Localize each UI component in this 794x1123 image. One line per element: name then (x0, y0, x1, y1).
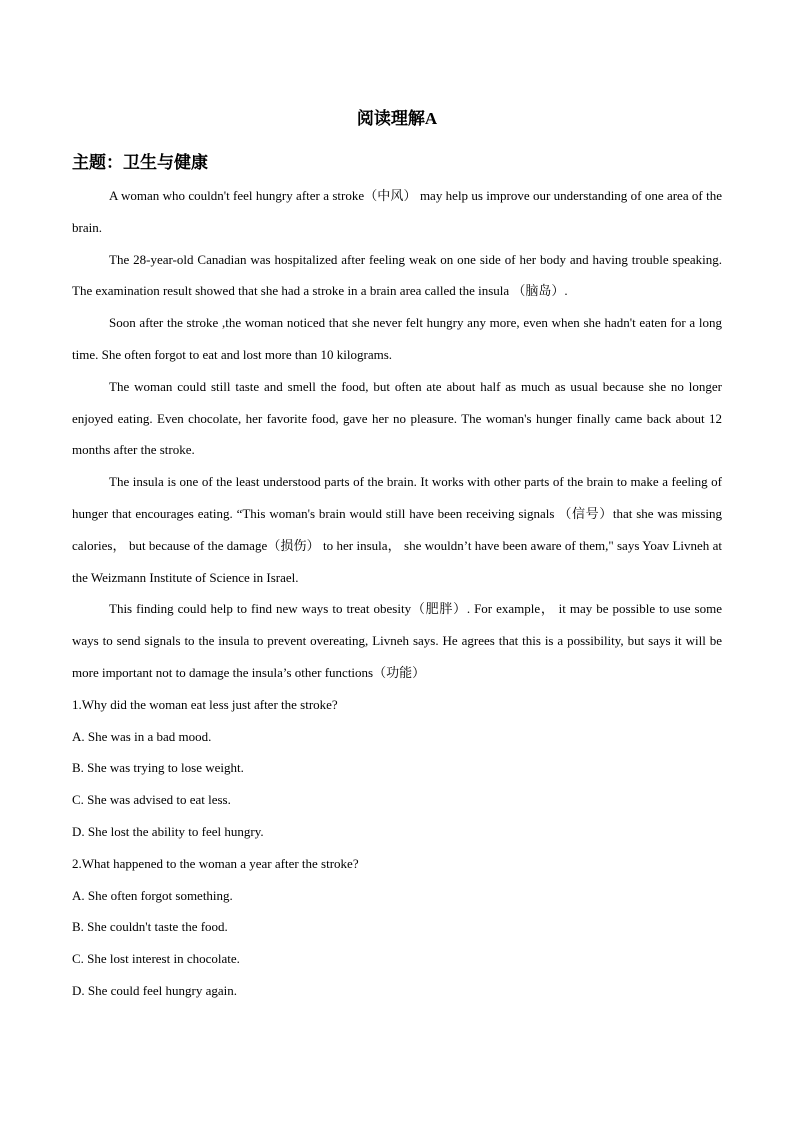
paragraph-5: The insula is one of the least understood parts of the brain. It works with other parts of the brain to make a feeling of hunger that encourages eating. “This woman's brain would still have been receiving signals （信号）that she was missing calories， but because of the damage（损伤） to her insula， she wouldn’t have been aware of them," says Yoav Livneh at the Weizmann Institute of Science in Israel. (72, 474, 722, 585)
question-1-stem: 1.Why did the woman eat less just after the stroke? (72, 696, 338, 712)
theme-heading: 主题：卫生与健康 (72, 153, 208, 172)
page-title: 阅读理解A (356, 109, 438, 128)
paragraph-4: The woman could still taste and smell the food, but often ate about half as much as usual because she no longer enjoyed eating. Even chocolate, her favorite food, gave her no pleasure. The woman's hunger finally came back about 12 months after the stroke. (72, 378, 722, 458)
question-2-stem: 2.What happened to the woman a year after the stroke? (72, 855, 359, 871)
question-2-option-a: A. She often forgot something. (72, 887, 233, 903)
paragraph-2: The 28-year-old Canadian was hospitalized after feeling weak on one side of her body and having trouble speaking. The examination result showed that she had a stroke in a brain area called the insula （脑岛）. (72, 251, 722, 299)
question-2-option-b: B. She couldn't taste the food. (72, 919, 228, 935)
question-1-option-a: A. She was in a bad mood. (72, 728, 212, 744)
question-1-option-b: B. She was trying to lose weight. (72, 760, 244, 776)
paragraph-3: Soon after the stroke ,the woman noticed that she never felt hungry any more, even when she hadn't eaten for a long time. She often forgot to eat and lost more than 10 kilograms. (72, 315, 722, 362)
question-1-option-c: C. She was advised to eat less. (72, 792, 231, 808)
paragraph-6: This finding could help to find new ways to treat obesity（肥胖）. For example， it may be possible to use some ways to send signals to the insula to prevent overeating, Livneh says. He agrees that this is a possibility, but says it will be more important not to damage the insula’s other functions（功能） (72, 601, 722, 680)
question-1-option-d: D. She lost the ability to feel hungry. (72, 823, 264, 839)
question-2-option-d: D. She could feel hungry again. (72, 982, 237, 998)
paragraph-1: A woman who couldn't feel hungry after a stroke（中风） may help us improve our understanding of one area of the brain. (72, 188, 722, 235)
question-2-option-c: C. She lost interest in chocolate. (72, 951, 240, 967)
passage-body (72, 180, 722, 1007)
